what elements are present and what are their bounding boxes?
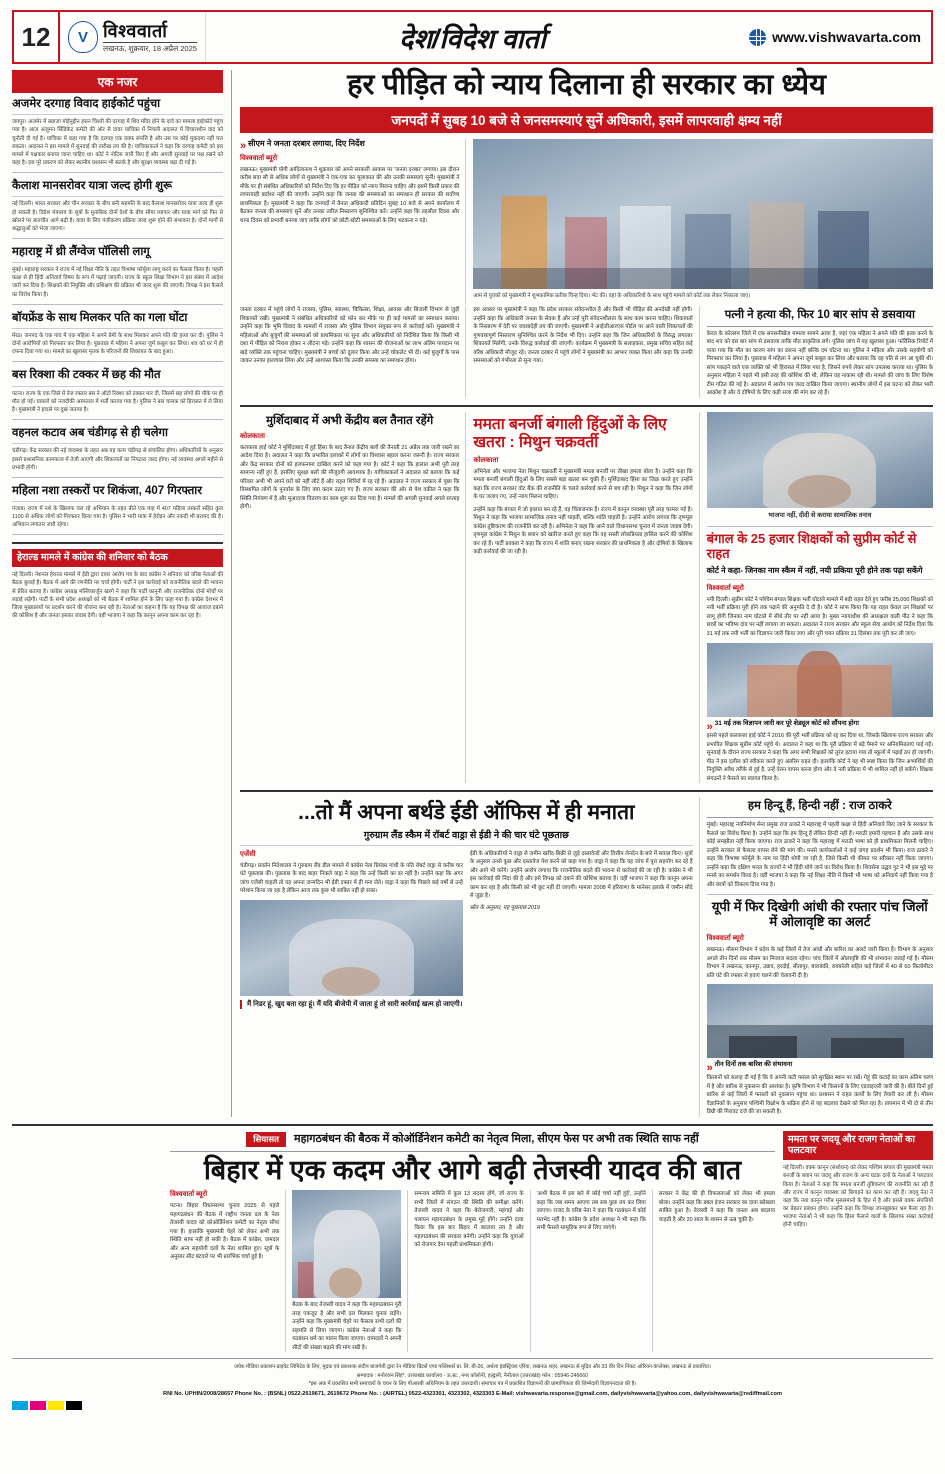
bihar-banner-story[interactable] <box>170 1131 775 1353</box>
raj-thackeray-story[interactable] <box>707 800 933 889</box>
brief-body: मेरठ। जनपद के एक गांव में एक महिला ने अपने प्रेमी के साथ मिलकर अपने पति की हत्या कर दी। पुलिस ने दोनों आरोपियों को गिरफ्तार कर लिया है। पूछताछ में महिला ने अपना जुर्म कबूल कर लिया। शव को घर में ही दफना दिया गया था। मामले का खुलासा मृतक के परिजनों की शिकायत के बाद हुआ। <box>12 333 223 356</box>
vadra-body-a: चंडीगढ़। प्रवर्तन निदेशालय ने गुरुग्राम लैंड डील मामले में कांग्रेस नेता प्रियंका गांधी के पति रॉबर्ट वाड्रा से करीब चार घंटे पूछताछ की। पूछताछ के बाद बाहर निकले वाड्रा ने कहा कि उन्हें किसी का डर नहीं है। उन्होंने कहा कि अगर जांच एजेंसी चाहती तो वह अपना जन्मदिन भी ईडी दफ्तर में ही मना लेते। वाड्रा ने कहा कि पिछले कई वर्षों से उन्हें परेशान किया जा रहा है लेकिन आज तक कुछ भी साबित नहीं हो सका। <box>240 862 463 895</box>
lead-column-3-cont <box>473 306 699 398</box>
row-three <box>240 797 933 1116</box>
weather-story[interactable] <box>707 900 933 1116</box>
brief-body: चंडीगढ़। केंद्र सरकार की नई व्यवस्था के तहत अब यह काम चंडीगढ़ से संचालित होगा। अधिकारियों के अनुसार इससे प्रशासनिक कामकाज में तेजी आएगी और शिकायतों का निपटारा जल्द होगा। नई व्यवस्था अगले महीने से प्रभावी होगी। <box>12 448 223 471</box>
supreme-court-photo <box>707 643 933 717</box>
row-two <box>240 412 933 783</box>
masthead <box>12 10 933 64</box>
imprint-line-1: जयेश मीडिया प्रकाशन प्राइवेट लिमिटेड के लिए, मुद्रक एवं प्रकाशक संदीप बाजपेयी द्वारा रेन मीडिया प्रिंटर्स एण्ड पब्लिशर्स प्रा. लि. बी-26, अर्थला इंडस्ट्रियल एरिया, लखनऊ शहर, लखनऊ से मुद्रित और 33 वीर दिन निकट ओरियन कंप्लेक्स, लखनऊ से प्रकाशित। <box>234 1364 711 1371</box>
mamata-body-b: उन्होंने कहा कि बंगाल में जो हालात बन रहे हैं, वह चिंताजनक हैं। राज्य में कानून व्यवस्था पूरी तरह चरमरा गई है। मिथुन ने कहा कि भाजपा सामाजिक तनाव नहीं चाहती, बल्कि शांति चाहती है। उन्होंने आरोप लगाया कि तृणमूल कांग्रेस तुष्टिकरण की राजनीति कर रही है। अभिनेता ने कहा कि आने वाले विधानसभा चुनाव में जनता जवाब देगी। तृणमूल कांग्रेस ने मिथुन के बयान को खारिज करते हुए कहा कि वह सस्ती लोकप्रियता हासिल करने की कोशिश कर रहे हैं। पार्टी प्रवक्ता ने कहा कि राज्य में शांति बनाए रखना सरकार की प्राथमिकता है और दोषियों के खिलाफ कड़ी कार्रवाई की जा रही है। <box>473 506 693 556</box>
brief-headline: महाराष्ट्र में थ्री लैंग्वेज पॉलिसी लागू <box>12 245 223 263</box>
publication-logo <box>60 12 206 62</box>
ek-nazar-sidebar <box>12 70 232 1117</box>
sc-teachers-body-a: नयी दिल्ली। सुप्रीम कोर्ट ने पश्चिम बंगाल शिक्षक भर्ती घोटाले मामले में बड़ी राहत देते हुए करीब 25,000 शिक्षकों को नयी भर्ती प्रक्रिया पूरी होने तक पढ़ाने की अनुमति दे दी है। कोर्ट ने साफ किया कि यह राहत केवल उन शिक्षकों पर लागू होगी जिनका नाम घोटाले में सीधे तौर पर नहीं आया है। मुख्य न्यायाधीश की अध्यक्षता वाली पीठ ने कहा कि छात्रों का भविष्य दांव पर नहीं लगाया जा सकता। अदालत ने राज्य सरकार और स्कूल सेवा आयोग को निर्देश दिया कि 31 मई तक नयी भर्ती का विज्ञापन जारी किया जाए और पूरी चयन प्रक्रिया 31 दिसंबर तक पूरी कर ली जाए। <box>706 596 933 637</box>
murshidabad-headline: मुर्शिदाबाद में अभी केंद्रीय बल तैनात रहेंगे <box>266 414 434 427</box>
weather-headline: यूपी में फिर दिखेगी आंधी की रफ्तार पांच जिलों में ओलावृष्टि का अलर्ट <box>711 899 928 930</box>
snake-story[interactable] <box>707 306 933 398</box>
bottom-left-story[interactable] <box>12 549 223 620</box>
vadra-story[interactable] <box>240 797 700 1116</box>
imprint-line-2: सम्पादक : मनोरंजन सिंह*, उत्तराखंड कार्यालय - ऊ.स्ट., नगर कॉलोनी, हल्द्वानी, नैनीताल (उत्तराखंड) फोन : 05946-246660 <box>356 1372 589 1379</box>
vadra-source-note: स्रोत के अनुसार, यह पूछताछ 2019 <box>469 904 540 911</box>
story-body: नई दिल्ली। नेशनल हेराल्ड मामले में ईडी द्वारा दायर आरोप पत्र के बाद कांग्रेस ने शनिवार को वरिष्ठ नेताओं की बैठक बुलाई है। बैठक में आगे की रणनीति पर चर्चा होगी। पार्टी ने इस कार्रवाई को राजनीतिक बदले की भावना से प्रेरित बताया है। कांग्रेस अध्यक्ष मल्लिकार्जुन खरगे ने कहा कि पार्टी कानूनी और राजनीतिक दोनों मोर्चों पर लड़ाई लड़ेगी। पार्टी के सभी प्रदेश अध्यक्षों को भी बैठक में शामिल होने के लिए कहा गया है। कांग्रेस देशभर में जिला मुख्यालयों पर प्रदर्शन करने की योजना बना रही है। नेताओं का कहना है कि यह विपक्ष की आवाज दबाने की कोशिश है और जनता इसका जवाब देगी। वहीं भाजपा ने कहा कि कानून अपना काम कर रहा है। <box>12 572 223 619</box>
sc-teachers-byline: विश्ववार्ता ब्यूरो <box>706 584 744 592</box>
website-block[interactable] <box>739 12 931 62</box>
lead-photo <box>473 139 933 289</box>
story-headline: हेराल्ड मामले में कांग्रेस की शनिवार को बैठक <box>12 549 223 567</box>
sidebar-brief[interactable] <box>12 311 223 363</box>
sidebar-brief[interactable] <box>12 97 223 173</box>
lead-photo-caption: आम से युवकों को मुख्यमंत्री ने शुभकामिक प्रतीक चिन्ह दिया। भेंट की। वहां के अधिकारियों के साथ पहुंचे मामले को कोर्ट तक लेकर निकाला जाए। <box>473 292 751 299</box>
mamata-jdu-body: नई दिल्ली। वक्फ कानून (संशोधन) को लेकर पश्चिम बंगाल की मुख्यमंत्री ममता बनर्जी के बयान पर जदयू और राजग के अन्य घटक दलों के नेताओं ने पलटवार किया है। नेताओं ने कहा कि ममता बनर्जी तुष्टिकरण की राजनीति कर रही हैं और राज्य में कानून व्यवस्था को बिगाड़ने का काम कर रही हैं। जदयू नेता ने कहा कि नया कानून गरीब मुसलमानों के हित में है और इससे वक्फ संपत्तियों का बेहतर प्रबंधन होगा। उन्होंने कहा कि विपक्ष जानबूझकर भ्रम फैला रहा है। भाजपा नेताओं ने भी कहा कि हिंसा फैलाने वालों के खिलाफ सख्त कार्रवाई होनी चाहिए। <box>783 1165 933 1229</box>
weather-pullquote: » तीन दिनों तक बारिश की संभावना <box>707 1061 933 1070</box>
vadra-subheadline: गुरुग्राम लैंड स्कैम में रॉबर्ट वाड्रा से ईडी ने की चार घंटे पूछताछ <box>240 830 693 846</box>
bihar-body-3: समन्वय समिति में कुल 13 सदस्य होंगे, जो राज्य के सभी जिलों में संगठन की स्थिति की समीक्षा करेंगे। तेजस्वी यादव ने कहा कि बेरोजगारी, महंगाई और पलायन महागठबंधन के प्रमुख मुद्दे होंगे। उन्होंने दावा किया कि इस बार बिहार में बदलाव तय है और महागठबंधन की सरकार बनेगी। उन्होंने कहा कि युवाओं को रोजगार देना पहली प्राथमिकता होगी। <box>414 1191 524 1249</box>
vadra-byline: एजेंसी <box>240 850 256 858</box>
bihar-byline: विश्ववार्ता ब्यूरो <box>170 1191 208 1199</box>
brief-headline: बॉयफ्रेंड के साथ मिलकर पति का गला घोंटा <box>12 311 223 329</box>
bihar-body-1: पटना। बिहार विधानसभा चुनाव 2025 से पहले महागठबंधन की बैठक में राष्ट्रीय जनता दल के नेता तेजस्वी यादव को कोऑर्डिनेशन कमेटी का नेतृत्व सौंपा गया है। हालांकि मुख्यमंत्री चेहरे को लेकर अभी तक स्थिति साफ नहीं हो सकी है। बैठक में कांग्रेस, वामदल और अन्य सहयोगी दलों के नेता शामिल हुए। सूत्रों के अनुसार सीट बंटवारे पर भी प्रारंभिक चर्चा हुई है। <box>170 1203 280 1261</box>
murshidabad-body: कलकत्ता हाई कोर्ट ने मुर्शिदाबाद में हुई हिंसा के बाद तैनात केंद्रीय बलों की तैनाती 21 अप्रैल तक जारी रखने का आदेश दिया है। अदालत ने कहा कि प्रभावित इलाकों में लोगों का विश्वास बहाल करना जरूरी है। राज्य सरकार और केंद्र सरकार दोनों को हलफनामा दाखिल करने को कहा गया है। कोर्ट ने कहा कि हालात अभी पूरी तरह सामान्य नहीं हुए हैं, इसलिए सुरक्षा बलों की मौजूदगी आवश्यक है। याचिकाकर्ता ने अदालत को बताया कि कई परिवार अभी भी अपने घरों को नहीं लौटे हैं और राहत शिविरों में रह रहे हैं। अदालत ने राज्य सरकार से पूछा कि विस्थापित लोगों के पुनर्वास के लिए क्या कदम उठाए गए हैं। राज्य सरकार की ओर से पेश वकील ने कहा कि स्थिति नियंत्रण में है और मुआवजा वितरण का काम शुरू कर दिया गया है। मामले की अगली सुनवाई अगले सप्ताह होगी। <box>240 444 460 511</box>
bihar-col-1 <box>170 1190 286 1352</box>
vadra-body-b: ईडी के अधिकारियों ने वाड्रा से जमीन खरीद-बिक्री से जुड़े दस्तावेजों और वित्तीय लेनदेन के बारे में सवाल किए। सूत्रों के अनुसार उनसे कुछ और दस्तावेज पेश करने को कहा गया है। वाड्रा ने कहा कि वह जांच में पूरा सहयोग कर रहे हैं और आगे भी करेंगे। उन्होंने आरोप लगाया कि राजनीतिक बदले की भावना से कार्रवाई की जा रही है। कांग्रेस ने भी इस कार्रवाई की निंदा की है और इसे विपक्ष को दबाने की कोशिश बताया है। वहीं भाजपा ने कहा कि कानून अपना काम कर रहा है और किसी को भी छूट नहीं दी जाएगी। मामला 2008 में हरियाणा के मानेसर इलाके में जमीन सौदे से जुड़ा है। <box>469 850 693 900</box>
raj-headline: हम हिन्दू हैं, हिन्दी नहीं : राज ठाकरे <box>707 800 933 818</box>
section-title: देश/विदेश वार्ता <box>399 23 546 54</box>
sidebar-brief[interactable] <box>12 426 223 478</box>
sc-teachers-pullquote: » 31 मई तक विज्ञापन जारी कर पूरे शेड्यूल कोर्ट को सौंपना होगा <box>707 720 933 729</box>
bihar-col-2 <box>292 1190 408 1352</box>
snake-body: केरल के कोल्लम जिले में एक सनसनीखेज मामला सामने आया है, जहां एक महिला ने अपने पति की हत्या करने के बाद शव को दस बार सांप से डसवाया ताकि मौत प्राकृतिक लगे। पुलिस जांच में यह खुलासा हुआ। फॉरेंसिक रिपोर्ट में पाया गया कि मौत का कारण सांप का डसना नहीं बल्कि दम घोंटना था। पुलिस ने महिला और उसके सहयोगी को गिरफ्तार कर लिया है। पूछताछ में महिला ने अपना जुर्म कबूल कर लिया और बताया कि वह पति से तंग आ चुकी थी। सांप पकड़ने वाले एक व्यक्ति को भी हिरासत में लिया गया है, जिसने रुपये लेकर सांप उपलब्ध कराया था। पुलिस के अनुसार महिला ने पहले भी इसी तरह की कोशिश की थी, लेकिन वह नाकाम रही थी। मामले की जांच के लिए विशेष टीम गठित की गई है। अदालत में आरोप पत्र जल्द दाखिल किया जाएगा। स्थानीय लोगों में इस घटना को लेकर भारी आक्रोश है और वे दोषियों के लिए कड़ी सजा की मांग कर रहे हैं। <box>706 330 933 397</box>
edition-date: लखनऊ, शुक्रवार, 18 अप्रैल 2025 <box>103 43 197 53</box>
bottom-section <box>12 1131 933 1353</box>
brief-body: पटना। राज्य के एक जिले में तेज रफ्तार बस ने ऑटो रिक्शा को टक्कर मार दी, जिसमें छह लोगों की मौके पर ही मौत हो गई। घायलों को नजदीकी अस्पताल में भर्ती कराया गया है। पुलिस ने बस चालक को हिरासत में ले लिया है। मुख्यमंत्री ने हादसे पर दुख जताया है। <box>12 390 223 413</box>
lead-pullquote: » सीएम ने जनता दरबार लगाया, दिए निर्देश <box>240 139 459 150</box>
mamata-photo-col <box>707 412 933 783</box>
snake-headline: पत्नी ने हत्या की, फिर 10 बार सांप से डसवाया <box>707 309 933 327</box>
mithun-photo-caption: भाजपा नहीं, दीदी से कराया सामाजिक तनाव <box>768 511 872 519</box>
lead-subheadline: जनपदों में सुबह 10 बजे से जनसमस्याएं सुनें अधिकारी, इसमें लापरवाही क्षम्य नहीं <box>240 107 933 133</box>
vadra-quote: मैं निडर हूं, खुद बता रहा हूं। मैं यदि बीजेपी में जाता हूं तो सारी कार्रवाई खत्म हो जाएगी। <box>240 1000 463 1009</box>
brief-headline: वहनल कटाव अब चंडीगढ़ से ही चलेगा <box>12 426 223 444</box>
cmyk-registration-marks <box>12 1401 933 1410</box>
sidebar-brief[interactable] <box>12 245 223 305</box>
bihar-body-2: बैठक के बाद तेजस्वी यादव ने कहा कि महागठबंधन पूरी तरह एकजुट है और सभी दल मिलकर चुनाव लड़ेंगे। उन्होंने कहा कि मुख्यमंत्री चेहरे पर फैसला सभी दलों की सहमति से लिया जाएगा। कांग्रेस नेताओं ने कहा कि गठबंधन धर्म का पालन किया जाएगा। वामदलों ने अपनी सीटों की संख्या बढ़ाने की मांग रखी है। <box>292 1302 402 1351</box>
bihar-col-4 <box>537 1190 653 1352</box>
weather-body-a: लखनऊ। मौसम विभाग ने प्रदेश के कई जिलों में तेज आंधी और बारिश का अलर्ट जारी किया है। विभाग के अनुसार अगले तीन दिनों तक मौसम का मिजाज बदला रहेगा। पांच जिलों में ओलावृष्टि की भी संभावना जताई गई है। मौसम विभाग ने लखनऊ, कानपुर, उन्नाव, हरदोई, सीतापुर, बाराबंकी, रायबरेली सहित कई जिलों में 40 से 60 किलोमीटर प्रति घंटे की रफ्तार से हवाएं चलने की चेतावनी दी है। <box>706 947 933 979</box>
brief-headline: महिला नशा तस्करों पर शिकंजा, 407 गिरफ्तार <box>12 484 223 502</box>
sidebar-brief[interactable] <box>12 484 223 536</box>
sc-teachers-headline: बंगाल के 25 हजार शिक्षकों को सुप्रीम कोर्ट से राहत <box>706 530 917 561</box>
murshidabad-story[interactable] <box>240 412 466 783</box>
mamata-byline: कोलकाता <box>473 456 499 464</box>
logo-emblem-icon: V <box>68 21 98 53</box>
bihar-body-4: 'अभी बैठक में इस बारे में कोई चर्चा नहीं हुई', उन्होंने कहा कि जब समय आएगा तब सब कुछ तय कर लिया जाएगा। राजद के वरिष्ठ नेता ने कहा कि गठबंधन में कोई मतभेद नहीं है। कांग्रेस के प्रदेश अध्यक्ष ने भी कहा कि सभी फैसले सामूहिक रूप से लिए जाएंगे। <box>536 1191 646 1232</box>
mamata-headline: ममता बनर्जी बंगाली हिंदुओं के लिए खतरा : मिथुन चक्रवर्ती <box>473 415 667 451</box>
brief-body: जयपुर। अजमेर में ख्वाजा मोईनुद्दीन हसन चिश्ती की दरगाह में शिव मंदिर होने के दावे का मामला हाईकोर्ट पहुंच गया है। आज अंजुमन सिंडिकेट कमेटी की ओर से दायर याचिका में निचली अदालत में विचाराधीन वाद को चुनौती दी गई है। याचिका में कहा गया है कि दरगाह एक वक्फ संपत्ति है और उस पर कोई मुकदमा नहीं चल सकता। अदालत ने इस मामले में सुनवाई की तारीख तय की है। याचिकाकर्ता ने कहा कि दरगाह कमेटी को इस मामले में पक्षकार बनाया जाना चाहिए था। कोर्ट ने नोटिस जारी किए हैं और अगली सुनवाई पर पक्ष रखने को कहा है। इस पूरे प्रकरण को लेकर स्थानीय प्रशासन भी सतर्क है और सुरक्षा व्यवस्था बढ़ा दी गई है। <box>12 119 223 166</box>
lead-body-2: जनता दरबार में पहुंचे लोगों ने राजस्व, पुलिस, स्वास्थ्य, चिकित्सा, शिक्षा, आवास और बिजली विभाग से जुड़ी शिकायतें रखीं। मुख्यमंत्री ने संबंधित अधिकारियों को फोन कर मौके पर ही कई मामलों का समाधान कराया। उन्होंने कहा कि भूमि विवाद के मामलों में राजस्व और पुलिस विभाग संयुक्त रूप से कार्रवाई करें। मुख्यमंत्री ने महिलाओं और बुजुर्गों की समस्याओं को प्राथमिकता पर सुना और अधिकारियों को निर्देशित किया कि किसी भी दशा में पीड़ित को निराश होकर न लौटना पड़े। उन्होंने कहा कि शासन की योजनाओं का लाभ अंतिम पायदान पर खड़े व्यक्ति तक पहुंचना चाहिए। मुख्यमंत्री ने बच्चों को दुलार किया और उन्हें चॉकलेट भी दी। कई बुजुर्गों के पास जाकर उनका हालचाल लिया और उन्हें आश्वस्त किया कि उनकी समस्या का समाधान होगा। <box>240 307 460 365</box>
cmyk-yellow <box>48 1401 64 1410</box>
mamata-body-a: अभिनेता और भाजपा नेता मिथुन चक्रवर्ती ने मुख्यमंत्री ममता बनर्जी पर तीखा हमला बोला है। उन्होंने कहा कि ममता बनर्जी बंगाली हिंदुओं के लिए सबसे बड़ा खतरा बन चुकी हैं। मुर्शिदाबाद हिंसा का जिक्र करते हुए उन्होंने कहा कि राज्य सरकार वोट बैंक की राजनीति के चलते कार्रवाई करने से बच रही है। मिथुन ने कहा कि जिन लोगों के घर जलाए गए, उन्हें न्याय मिलना चाहिए। <box>473 468 693 501</box>
globe-icon <box>749 29 766 46</box>
website-url[interactable]: www.vishwavarta.com <box>772 29 921 45</box>
vadra-right <box>470 850 693 1014</box>
bihar-col-3 <box>414 1190 530 1352</box>
cmyk-magenta <box>30 1401 46 1410</box>
page-footer <box>12 1358 933 1410</box>
mamata-story[interactable] <box>473 412 699 783</box>
bihar-headline: बिहार में एक कदम और आगे बढ़ी तेजस्वी यादव की बात <box>203 1154 742 1185</box>
cmyk-black <box>66 1401 82 1410</box>
tejashwi-photo <box>292 1190 401 1298</box>
lead-byline: विश्ववार्ता ब्यूरो <box>240 154 278 162</box>
bihar-body-5: सरकार ने केंद्र की ही विफलताओं को लेकर भी हमला बोला। उन्होंने कहा कि डबल इंजन सरकार का दावा खोखला साबित हुआ है। तेजस्वी ने कहा कि जनता अब बदलाव चाहती है और 20 साल के शासन से ऊब चुकी है। <box>658 1191 775 1223</box>
brief-headline: कैलाश मानसरोवर यात्रा जल्द होगी शुरू <box>12 179 223 197</box>
vadra-photo <box>240 900 463 996</box>
brief-body: पंजाब। राज्य में नशे के खिलाफ चल रहे अभियान के तहत बीते एक माह में 407 महिला तस्करों सहित कुल 1100 से अधिक लोगों को गिरफ्तार किया गया है। पुलिस ने भारी मात्रा में हेरोइन और नकदी भी बरामद की है। अभियान लगातार जारी रहेगा। <box>12 506 223 529</box>
brief-headline: बस रिक्शा की टक्कर में छह की मौत <box>12 368 223 386</box>
lead-column-1 <box>240 139 466 304</box>
main-content <box>240 70 933 1117</box>
mamata-jdu-headline: ममता पर जदयू और राजग नेताओं का पलटवार <box>783 1131 933 1161</box>
lead-body-1: लखनऊ। मुख्यमंत्री योगी आदित्यनाथ ने शुक्रवार को अपने सरकारी आवास पर 'जनता दरबार' लगाया। इस दौरान करीब सवा सौ से अधिक लोगों से मुख्यमंत्री ने एक-एक कर मुलाकात की और उनकी समस्याएं सुनीं। मुख्यमंत्री ने मौके पर ही संबंधित अधिकारियों को निर्देश दिए कि हर पीड़ित को न्याय मिलना चाहिए और इसमें किसी प्रकार की लापरवाही बर्दाश्त नहीं की जाएगी। उन्होंने कहा कि जनता की समस्याओं का समाधान ही सरकार की सर्वोच्च प्राथमिकता है। मुख्यमंत्री ने कहा कि जनपदों में तैनात अधिकारी प्रतिदिन सुबह 10 बजे से अपने कार्यालय में बैठकर जनता की समस्याएं सुनें और उनका त्वरित निस्तारण सुनिश्चित करें। उन्होंने कहा कि तहसील दिवस और थाना दिवस को प्रभावी बनाया जाए ताकि लोगों को छोटी-छोटी समस्याओं के लिए भटकना न पड़े। <box>240 166 460 224</box>
bihar-kicker <box>170 1131 775 1152</box>
sc-teachers-body-b: इससे पहले कलकत्ता हाई कोर्ट ने 2016 की पूरी भर्ती प्रक्रिया को रद्द कर दिया था, जिसके खिलाफ राज्य सरकार और प्रभावित शिक्षक सुप्रीम कोर्ट पहुंचे थे। अदालत ने कहा था कि पूरी प्रक्रिया में बड़े पैमाने पर अनियमितताएं पाई गईं। सुनवाई के दौरान राज्य सरकार ने कहा कि अगर सभी शिक्षकों को तुरंत हटाया गया तो स्कूलों में पढ़ाई ठप हो जाएगी। पीठ ने इस दलील को स्वीकार करते हुए अंतरिम राहत दी। हालांकि कोर्ट ने यह भी स्पष्ट किया कि जिन अभ्यर्थियों की नियुक्ति अवैध तरीके से हुई है, उन्हें वेतन वापस करना होगा और वे नयी प्रक्रिया में भी शामिल नहीं हो सकेंगे। शिक्षक संगठनों ने फैसले का स्वागत किया है। <box>706 733 933 782</box>
vadra-headline: ...तो मैं अपना बर्थडे ईडी ऑफिस में ही मनाता <box>298 801 635 825</box>
weather-photo <box>707 984 933 1058</box>
page-number: 12 <box>14 12 60 62</box>
murshidabad-byline: कोलकाता <box>240 432 265 440</box>
rni-contact-line: RNI No. UPHIN/2008/28657 Phone No. : (BSNL) 0522-2619671, 2619672 Phone No. : (AIRTEL) 0522-4323301, 4323302, 4323303 E-Mail: vishwavarta.response@gmail.com, dailyvishwavarta@yahoo.com, dailyvishwavarta@rediffmail.com <box>163 1391 782 1398</box>
weather-body-b: किसानों को सलाह दी गई है कि वे अपनी कटी फसल को सुरक्षित स्थान पर रखें। गेहूं की कटाई का काम अंतिम चरण में है और बारिश से नुकसान की आशंका है। कृषि विभाग ने भी किसानों के लिए एडवाइजरी जारी की है। बीते दिनों हुई बारिश से कई जिलों में फसलों को नुकसान पहुंचा था। प्रशासन ने राहत कार्यों के लिए तैयारी कर ली है। मौसम वैज्ञानिकों के अनुसार पश्चिमी विक्षोभ के सक्रिय होने से यह बदलाव देखने को मिल रहा है। तापमान में भी दो से तीन डिग्री की गिरावट दर्ज की जा सकती है। <box>706 1075 933 1116</box>
sc-teachers-subheadline: कोर्ट ने कहा- जिनका नाम स्कैम में नहीं, नयी प्रकिया पूरी होने तक पढ़ा सकेंगे <box>707 566 933 580</box>
vadra-left <box>240 850 463 1014</box>
sidebar-brief[interactable] <box>12 368 223 420</box>
brief-body: नई दिल्ली। भारत सरकार और चीन सरकार के बीच बनी सहमति के बाद कैलाश मानसरोवर यात्रा जल्द ही शुरू हो सकती है। विदेश मंत्रालय के सूत्रों के मुताबिक दोनों देशों के बीच सीमा व्यापार और यात्रा मार्ग को फिर से खोलने पर बातचीत आगे बढ़ी है। यात्रा के लिए पंजीकरण प्रक्रिया जल्द शुरू होने की संभावना है। दोनों मार्गों से श्रद्धालुओं को भेजा जाएगा। <box>12 201 223 232</box>
lead-headline: हर पीड़ित को न्याय दिलाना ही सरकार का ध्येय <box>347 69 826 101</box>
sidebar-brief[interactable] <box>12 179 223 239</box>
lead-body-3: इस अवसर पर मुख्यमंत्री ने कहा कि प्रदेश सरकार संवेदनशील है और किसी भी पीड़ित की अनदेखी नहीं होगी। उन्होंने कहा कि अधिकारी जनता के सेवक हैं और उन्हें पूरी संवेदनशीलता के साथ काम करना चाहिए। शिकायतों के निस्तारण में देरी पर जवाबदेही तय की जाएगी। मुख्यमंत्री ने आईजीआरएस पोर्टल पर आने वाली शिकायतों की गुणवत्तापूर्ण निस्तारण सुनिश्चित करने के निर्देश भी दिए। उन्होंने कहा कि जिन अधिकारियों के विरुद्ध लगातार शिकायतें मिलेंगी, उनके विरुद्ध कार्रवाई की जाएगी। कार्यक्रम में मुख्यमंत्री के सलाहकार, प्रमुख सचिव सहित कई वरिष्ठ अधिकारी मौजूद रहे। जनता दरबार में पहुंचे लोगों ने मुख्यमंत्री का आभार व्यक्त किया और कहा कि उनकी समस्याओं को गंभीरता से सुना गया। <box>473 307 693 365</box>
bottom-left-column <box>12 1131 162 1353</box>
lead-story[interactable] <box>240 70 933 398</box>
cmyk-cyan <box>12 1401 28 1410</box>
raj-weather-col <box>707 797 933 1116</box>
bihar-col-5 <box>659 1190 775 1352</box>
kicker-text: महागठबंधन की बैठक में कोऑर्डिनेशन कमेटी का नेतृत्व मिला, सीएम फेस पर अभी तक स्थिति साफ नहीं <box>294 1132 699 1145</box>
kicker-label: सियासत <box>246 1132 286 1147</box>
bottom-right-story[interactable] <box>783 1131 933 1353</box>
weather-byline: विश्ववार्ता ब्यूरो <box>706 935 744 943</box>
lead-column-2-cont <box>240 306 466 398</box>
publication-name: विश्ववार्ता <box>103 22 197 43</box>
brief-headline: अजमेर दरगाह विवाद हाईकोर्ट पहुंचा <box>12 97 223 115</box>
sidebar-title: एक नजर <box>12 70 223 93</box>
mithun-photo <box>707 412 933 508</box>
brief-body: मुंबई। महाराष्ट्र सरकार ने राज्य में नई शिक्षा नीति के तहत त्रिभाषा फॉर्मूला लागू करने का फैसला किया है। पहली कक्षा से ही हिंदी अनिवार्य विषय के रूप में पढ़ाई जाएगी। राज्य के स्कूल शिक्षा विभाग ने इस संबंध में आदेश जारी कर दिया है। शिक्षकों की नियुक्ति और प्रशिक्षण की प्रक्रिया भी जल्द शुरू की जाएगी। विपक्ष ने इस फैसले का विरोध किया है। <box>12 267 223 298</box>
imprint-line-3: *इस अंक में प्रकाशित सभी समाचारों के चयन के लिए पीआरबी अधिनियम के तहत उत्तरदायी। समाचार पत्र में प्रकाशित विज्ञापनों की प्रामाणिकता की जिम्मेदारी विज्ञापनदाता की है। <box>308 1380 637 1387</box>
raj-body: मुंबई। महाराष्ट्र नवनिर्माण सेना प्रमुख राज ठाकरे ने महाराष्ट्र में पहली कक्षा से हिंदी अनिवार्य किए जाने के सरकार के फैसले का विरोध किया है। उन्होंने कहा कि हम हिन्दू हैं लेकिन हिन्दी नहीं हैं। मराठी हमारी पहचान है और उसके साथ कोई समझौता नहीं किया जाएगा। राज ठाकरे ने कहा कि महाराष्ट्र में मराठी भाषा को ही प्राथमिकता मिलनी चाहिए। उन्होंने सरकार से फैसला वापस लेने की मांग की। मनसे कार्यकर्ताओं ने कई जगह प्रदर्शन भी किया। राज ठाकरे ने कहा कि त्रिभाषा फॉर्मूले के नाम पर हिंदी थोपी जा रही है, जिसे किसी भी कीमत पर स्वीकार नहीं किया जाएगा। उन्होंने कहा कि दक्षिण भारत के राज्यों ने भी हिंदी थोपे जाने का विरोध किया है। शिवसेना उद्धव गुट ने भी इस मुद्दे पर मनसे का समर्थन किया है। वहीं भाजपा ने कहा कि नई शिक्षा नीति में किसी भी भाषा को अनिवार्य नहीं किया गया है और छात्रों को विकल्प दिया गया है। <box>706 822 933 888</box>
